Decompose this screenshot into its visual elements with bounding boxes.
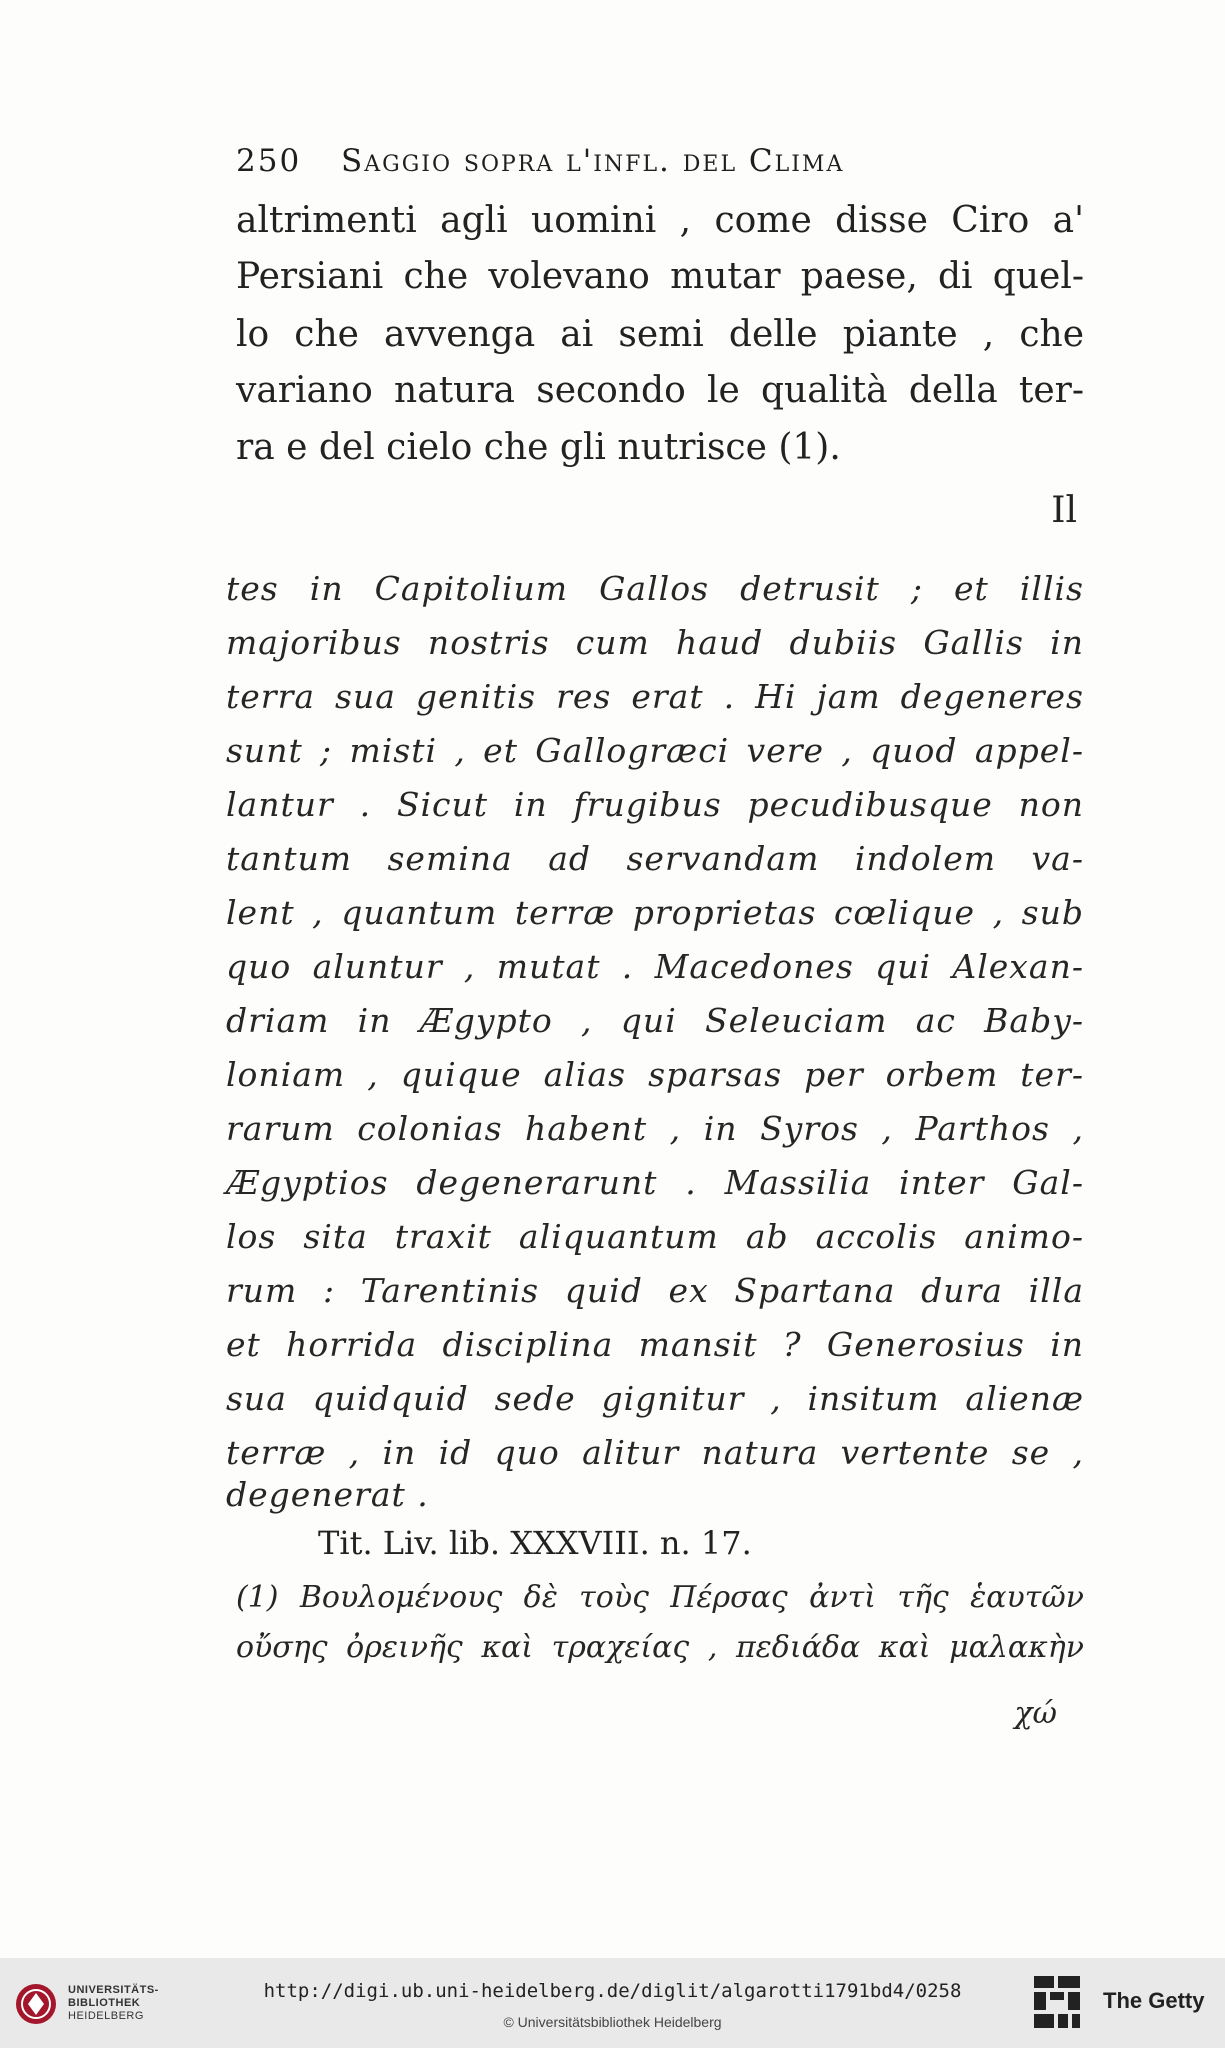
getty-logo-icon — [1032, 1974, 1082, 2030]
footnote-line: loniam , quique alias sparsas per orbem ter- — [226, 1055, 1084, 1094]
permalink-url[interactable]: http://digi.ub.uni-heidelberg.de/diglit/algarotti1791bd4/0258 — [263, 1980, 962, 2002]
footnote-line: lent , quantum terræ proprietas cœlique , sub — [226, 893, 1084, 932]
body-line: altrimenti agli uomini , come disse Ciro a' — [236, 200, 1084, 241]
footnote-line: Ægyptios degenerarunt . Massilia inter Gal- — [226, 1163, 1084, 1202]
body-line: variano natura secondo le qualità della ter- — [236, 370, 1084, 411]
footnote-line: terræ , in id quo alitur natura vertente se , — [226, 1433, 1084, 1472]
copyright-notice: © Universitätsbibliothek Heidelberg — [503, 2014, 722, 2030]
footnote-line: majoribus nostris cum haud dubiis Gallis in — [226, 623, 1084, 662]
body-line: ra e del cielo che gli nutrisce (1). — [236, 427, 841, 468]
footnote-line: terra sua genitis res erat . Hi jam degeneres — [226, 677, 1084, 716]
greek-footnote-line: οὔσης ὀρεινῆς καὶ τραχείας , πεδιάδα καὶ μαλακὴν — [236, 1630, 1084, 1665]
getty-label: The Getty — [1103, 1988, 1205, 2013]
footnote-line: et horrida disciplina mansit ? Generosius in — [226, 1325, 1084, 1364]
footnote-line: sunt ; misti , et Gallogræci vere , quod appel- — [226, 731, 1084, 770]
footnote-line: rum : Tarentinis quid ex Spartana dura illa — [226, 1271, 1084, 1310]
footnote-line: driam in Ægypto , qui Seleuciam ac Baby- — [226, 1001, 1084, 1040]
page-number: 250 — [236, 143, 302, 179]
university-name: UNIVERSITÄTS- BIBLIOTHEK HEIDELBERG — [68, 1984, 159, 2022]
body-line: lo che avvenga ai semi delle piante , che — [236, 314, 1084, 355]
running-header — [236, 143, 1096, 179]
footnote-line: lantur . Sicut in frugibus pecudibusque non — [226, 785, 1084, 824]
attribution-footer — [0, 1958, 1225, 2048]
greek-footnote-line: (1) Βουλομένους δὲ τοὺς Πέρσας ἀντὶ τῆς ἑαυτῶν — [236, 1580, 1084, 1615]
footnote-line: degenerat . — [226, 1475, 429, 1514]
greek-catchword: χώ — [1014, 1696, 1057, 1731]
footnote-line: quo aluntur , mutat . Macedones qui Alexan- — [226, 947, 1084, 986]
footnote-source: Tit. Liv. lib. XXXVIII. n. 17. — [318, 1524, 752, 1562]
footnote-line: los sita traxit aliquantum ab accolis animo- — [226, 1217, 1084, 1256]
running-title: Saggio sopra l'infl. del Clima — [341, 143, 845, 179]
footnote-line: tantum semina ad servandam indolem va- — [226, 839, 1084, 878]
body-line: Persiani che volevano mutar paese, di quel- — [236, 256, 1084, 297]
catchword: Il — [1051, 490, 1077, 531]
footnote-line: sua quidquid sede gignitur , insitum alienæ — [226, 1379, 1084, 1418]
footnote-line: tes in Capitolium Gallos detrusit ; et illis — [226, 569, 1084, 608]
footnote-line: rarum colonias habent , in Syros , Parthos , — [226, 1109, 1084, 1148]
